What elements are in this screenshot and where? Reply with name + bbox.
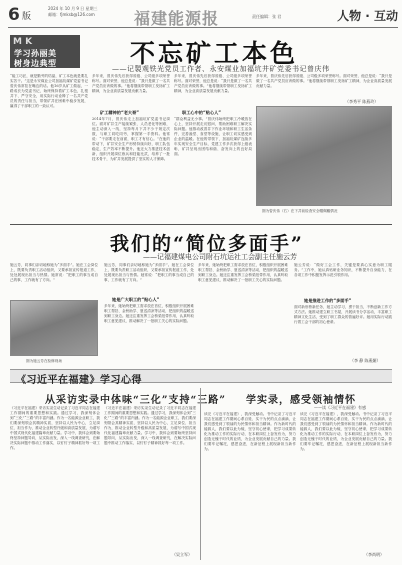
study-article-1-text-a: 《习近平在福建》采访实录生动记录了习近平同志在福建工作期间的重要思想和实践。通过学习，我深刻体会到“三化”“三路”的丰富内涵。作为一名能源企业职工，我们要深刻领会其精神实质，坚持以人民为中心，立足岗位、担当作为，推动企业转型升级和高质量发展，为谱写中国式现代化福建篇章贡献力量。学习中，我体会到要始终坚持问题导向，从实际出发，深入一线调查研究，在解决实际问题中推动工作落实，以钉钉子精神抓好每一项工作。 <box>10 406 100 450</box>
middle-text-right-2: 面对新形势新任务，她主动学习，勇于担当，不断创新工作方式方法。她推动建立职工书屋，开展读书分享活动，丰富职工精神文化生活，受到了职工群众的普遍好评。她用实际行动践行着工会干部的初心使命。 <box>294 305 392 324</box>
middle-photo-caption: 图为施云芳在检修现场 <box>26 359 62 363</box>
feature-text-3: 多年来，曾庆伟先后获得省级、公司级多项荣誉称号。面对荣誉，他总是说：“我只是做了一名共产党员应该做的事。”他将继续带领职工发扬矿工精神，为企业高质量发展贡献力量。 <box>256 74 392 88</box>
middle-photo <box>10 300 98 356</box>
feature-subhead-2: 职工心中的“贴心人” <box>182 110 222 115</box>
feature-text-2-lead: 多年来，曾庆伟先后获得省级、公司级多项荣誉称号。面对荣誉，他总是说：“我只是做了一名共产党员应该做的事。”他将继续带领职工发扬矿工精神，为企业高质量发展贡献力量。 <box>174 74 252 93</box>
feature-photo-caption: 图为曾庆伟（右）在下井前检查安全帽佩戴情况 <box>262 209 338 213</box>
study-article-1-title: 从采访实录中体味“三化”支持“三路” <box>45 395 227 406</box>
middle-text-center: 多年来，她始终把职工需求放在首位，积极组织开展困难职工帮扶、金秋助学、夏送清凉等活动，把组织的温暖送到职工身边。她还注重发挥工会桥梁纽带作用，认真听取职工意见建议，推动解决了一批职工关心的实际问题。 <box>198 263 288 282</box>
study-article-2-subtitle: ——读《习近平在福建》有感 <box>314 405 366 410</box>
feature-headline: 不忘矿工本色 <box>130 39 299 68</box>
middle-text-left-2: 多年来，她始终把职工需求放在首位，积极组织开展困难职工帮扶、金秋助学、夏送清凉等活动，把组织的温暖送到职工身边。她还注重发挥工会桥梁纽带作用，认真听取职工意见建议，推动解决了一批职工关心的实际问题。 <box>104 304 194 323</box>
feature-intro: “能工巧匠，就是勤劳的结晶，矿工本色就是要扎实苦干。”这是永安煤业公司加福坑煤矿党委书记曾庆伟常挂在嘴边的话。他16岁从矿工做起，一路成长为党委书记，始终保持着矿工本色，扎根井下、严守安全，用实际行动诠释了一名共产党员的责任与担当，带领矿井在困难中稳步发展，赢得了干部职工的一致认可。 <box>10 74 88 108</box>
study-banner <box>10 369 392 386</box>
middle-subhead-right: 她是推进工作的“多面手” <box>304 298 352 303</box>
section-divider <box>10 224 392 225</box>
middle-subhead-left: 她是广大职工的“贴心人” <box>112 297 160 302</box>
study-article-2-author: （李尚明） <box>364 552 384 557</box>
page-label: 版 <box>22 12 32 22</box>
middle-text-left: 施云芳，同事们亲切地称她为“多面手”。她在工会岗位上，既要负责职工活动组织，又要承担宣传报道工作，处处展现出担当与热情。她常说：“把职工的事当成自己的事，工作就有了方向。” <box>10 263 98 282</box>
column-badge-line2: 树身边典型 <box>14 59 57 68</box>
middle-headline: 我们的“简位多面手” <box>110 233 304 255</box>
responsible-editor: 责任编辑：张 君 <box>252 14 282 19</box>
column-badge-line1: 学习孙丽美 <box>14 49 57 58</box>
study-article-1-author: （吴立军） <box>172 552 192 557</box>
middle-text-right: 施云芳说：“做好工会工作，关键是要真心实意为职工服务。”工作中，她认真钻研业务知识，不断提升自身能力，在各项工作中积极发挥示范引领作用。 <box>294 263 392 277</box>
study-article-2-text-a: 读完《习近平在福建》，我深受触动。书中记录了习近平同志在福建工作期间心系百姓、实干为民的点点滴滴，让我们感受到了领袖的为民情怀和担当精神。作为新时代的能源人，我们要以此为镜，坚守初心使命，把学习成果转化为推动工作的实际行动，在本职岗位上奋发有为，努力创造无愧于时代的业绩，为企业发展贡献自己的力量。我们要牢记嘱托，感恩奋进，在新征程上展现新担当新作为。 <box>204 412 296 451</box>
feature-subheadline: ——记製观铁光党员工作者、永安煤业加福坑井矿党委书记曾庆伟 <box>112 65 330 73</box>
study-article-2-text-b: 读完《习近平在福建》，我深受触动。书中记录了习近平同志在福建工作期间心系百姓、实干为民的点点滴滴，让我们感受到了领袖的为民情怀和担当精神。作为新时代的能源人，我们要以此为镜，坚守初心使命，把学习成果转化为推动工作的实际行动，在本职岗位上奋发有为，努力创造无愧于时代的业绩，为企业发展贡献自己的力量。我们要牢记嘱托，感恩奋进，在新征程上展现新担当新作为。 <box>300 412 392 451</box>
feature-text-1: 2014年7月，曾庆伟走上加福坑矿党委书记岗位。面对矿井生产接续紧张、人员老化等困难，他主动深入一线，坚持每月下井不少于规定次数，与职工同吃同劳，掌握第一手资料。他常说：“干部要走在前面，职工才有信心。”在他的带动下，矿井安全生产形势持续向好，职工队伍稳定，生产效率不断提升。他还大力推进技术创新，组织开展岗位练兵和技能比武，培养了一批技术骨干，为矿井发展提供了坚实的人才保障。 <box>92 117 170 161</box>
masthead: 福建能源报 <box>134 9 220 28</box>
header-meta <box>48 6 97 18</box>
feature-text-1-lead: 多年来，曾庆伟先后获得省级、公司级多项荣誉称号。面对荣誉，他总是说：“我只是做了一名共产党员应该做的事。”他将继续带领职工发扬矿工精神，为企业高质量发展贡献力量。 <box>92 74 170 93</box>
section-title: 人物 · 互动 <box>337 9 398 23</box>
feature-signature: （李秀平 陈燕玲） <box>345 99 379 104</box>
feature-photo <box>256 106 392 206</box>
feature-subhead-1: 矿工精神的“老大哥” <box>100 110 140 115</box>
page-header <box>8 4 398 28</box>
study-article-2-title: 学实录，感受领袖情怀 <box>246 395 356 406</box>
middle-signature: （李 静 陈燕媚） <box>350 358 381 363</box>
middle-subheadline: ——记福建煤电公司附石坑运社工会副主任施云芳 <box>143 253 297 261</box>
column-logo: M K <box>13 37 33 47</box>
feature-text-2: “群众利益无小事。”曾庆伟始终把职工冷暖放在心上，坚持开展走访慰问，帮助困难职工解决实际问题。他推动改善井下作业环境和职工生活条件，完善澡堂、食堂等设施，让职工切实感受到企业的温暖。在他的带领下，加福坑煤矿连续多年实现安全生产目标，党建工作多次获得上级表彰，矿井呈现出团结和谐、奋发向上的良好局面。 <box>174 117 252 156</box>
middle-text-center-lead: 施云芳，同事们亲切地称她为“多面手”。她在工会岗位上，既要负责职工活动组织，又要承担宣传报道工作，处处展现出担当与热情。她常说：“把职工的事当成自己的事，工作就有了方向。” <box>104 263 194 282</box>
study-article-1-text-b: 《习近平在福建》采访实录生动记录了习近平同志在福建工作期间的重要思想和实践。通过学习，我深刻体会到“三化”“三路”的丰富内涵。作为一名能源企业职工，我们要深刻领会其精神实质，坚持以人民为中心，立足岗位、担当作为，推动企业转型升级和高质量发展，为谱写中国式现代化福建篇章贡献力量。学习中，我体会到要始终坚持问题导向，从实际出发，深入一线调查研究，在解决实际问题中推动工作落实，以钉钉子精神抓好每一项工作。 <box>104 406 196 445</box>
study-banner-title: 《习近平在福建》学习心得 <box>16 375 142 386</box>
contact-email: 邮箱：fjmksb@126.com <box>48 12 95 17</box>
column-divider <box>200 388 201 560</box>
column-badge <box>10 35 80 68</box>
issue-date: 2024 年 10 月 9 日 星期三 <box>48 6 98 11</box>
page-number: 6 <box>8 5 20 25</box>
